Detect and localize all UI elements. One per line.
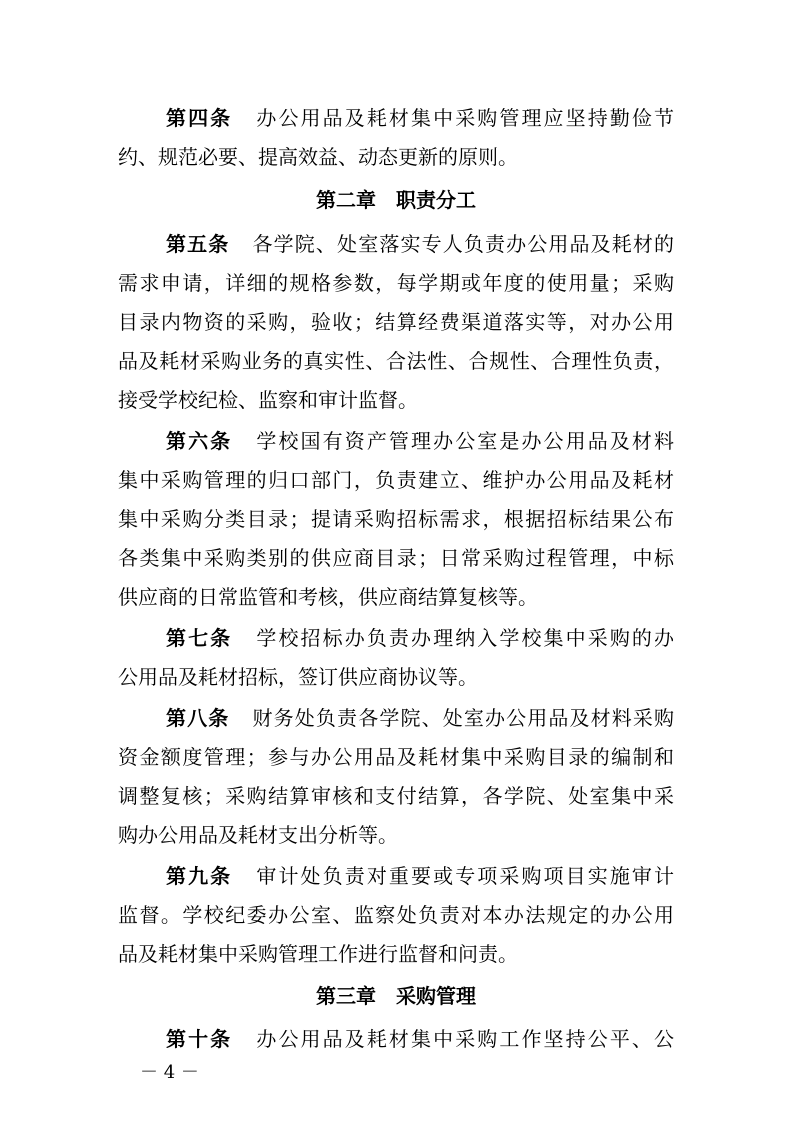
article-6-line-3: 集中采购分类目录；提请采购招标需求，根据招标结果公布 xyxy=(118,507,674,531)
article-9-line-3: 品及耗材集中采购管理工作进行监督和问责。 xyxy=(118,942,518,966)
article-8-line-2: 资金额度管理；参与办公用品及耗材集中采购目录的编制和 xyxy=(118,745,674,769)
article-5-line-4: 品及耗材采购业务的真实性、合法性、合规性、合理性负责， xyxy=(118,349,674,373)
article-7-line-2: 公用品及耗材招标，签订供应商协议等。 xyxy=(118,665,478,689)
article-6-line-5: 供应商的日常监管和考核，供应商结算复核等。 xyxy=(118,585,538,609)
article-8-line-1: 第八条 财务处负责各学院、处室办公用品及材料采购 xyxy=(166,706,674,730)
chapter-2-heading: 第二章 职责分工 xyxy=(316,188,476,212)
article-6-line-1: 第六条 学校国有资产管理办公室是办公用品及材料 xyxy=(166,429,674,453)
article-4-label: 第四条 xyxy=(166,106,233,130)
article-8-line-4: 购办公用品及耗材支出分析等。 xyxy=(118,823,398,847)
chapter-3-heading: 第三章 采购管理 xyxy=(316,984,476,1008)
article-4-line-1: 第四条 办公用品及耗材集中采购管理应坚持勤俭节 xyxy=(166,106,674,130)
article-9-line-1: 第九条 审计处负责对重要或专项采购项目实施审计 xyxy=(166,864,674,888)
article-5-line-5: 接受学校纪检、监察和审计监督。 xyxy=(118,388,418,412)
article-5-line-1: 第五条 各学院、处室落实专人负责办公用品及耗材的 xyxy=(166,232,674,256)
article-8-line-3: 调整复核；采购结算审核和支付结算，各学院、处室集中采 xyxy=(118,784,674,808)
article-7-label: 第七条 xyxy=(166,626,233,650)
article-10-line-1: 第十条 办公用品及耗材集中采购工作坚持公平、公 xyxy=(166,1027,674,1051)
article-5-label: 第五条 xyxy=(166,232,230,256)
article-4-line-2: 约、规范必要、提高效益、动态更新的原则。 xyxy=(118,145,518,169)
article-6-line-4: 各类集中采购类别的供应商目录；日常采购过程管理，中标 xyxy=(118,546,674,570)
page-number: － 4 － xyxy=(140,1062,199,1083)
article-5-line-2: 需求申请，详细的规格参数，每学期或年度的使用量；采购 xyxy=(118,271,674,295)
article-5-line-3: 目录内物资的采购，验收；结算经费渠道落实等，对办公用 xyxy=(118,310,674,334)
article-8-label: 第八条 xyxy=(166,706,230,730)
article-10-label: 第十条 xyxy=(166,1027,233,1051)
article-9-label: 第九条 xyxy=(166,864,233,888)
article-9-line-2: 监督。学校纪委办公室、监察处负责对本办法规定的办公用 xyxy=(118,903,674,927)
article-7-line-1: 第七条 学校招标办负责办理纳入学校集中采购的办 xyxy=(166,626,674,650)
article-6-line-2: 集中采购管理的归口部门，负责建立、维护办公用品及耗材 xyxy=(118,468,674,492)
article-6-label: 第六条 xyxy=(166,429,233,453)
